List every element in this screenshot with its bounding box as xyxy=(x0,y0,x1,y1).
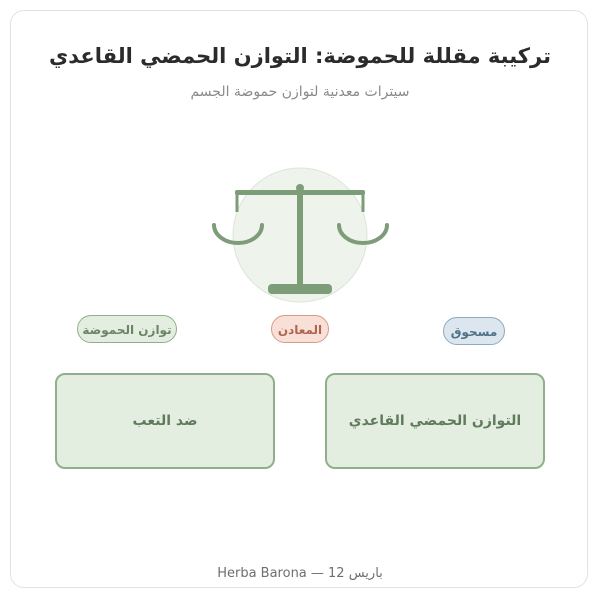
tag-powder: مسحوق xyxy=(443,317,505,345)
scale-base xyxy=(268,284,332,294)
benefit-card-acid-base-balance xyxy=(325,373,545,469)
scale-top-knob xyxy=(296,184,304,192)
balance-scale-icon xyxy=(200,160,400,310)
benefit-label: التوازن الحمضي القاعدي xyxy=(348,413,522,429)
benefit-card-anti-fatigue xyxy=(55,373,275,469)
tag-minerals: المعادن xyxy=(271,315,329,343)
footer-brand: Herba Barona — 12 باريس xyxy=(217,566,383,581)
tag-acid-balance: توازن الحموضة xyxy=(77,315,177,343)
benefit-label: ضد التعب xyxy=(132,413,198,429)
page-title: تركيبة مقللة للحموضة: التوازن الحمضي القاعدي xyxy=(49,44,551,68)
scale-post xyxy=(297,186,303,286)
page-subtitle: سيترات معدنية لتوازن حموضة الجسم xyxy=(190,84,410,100)
